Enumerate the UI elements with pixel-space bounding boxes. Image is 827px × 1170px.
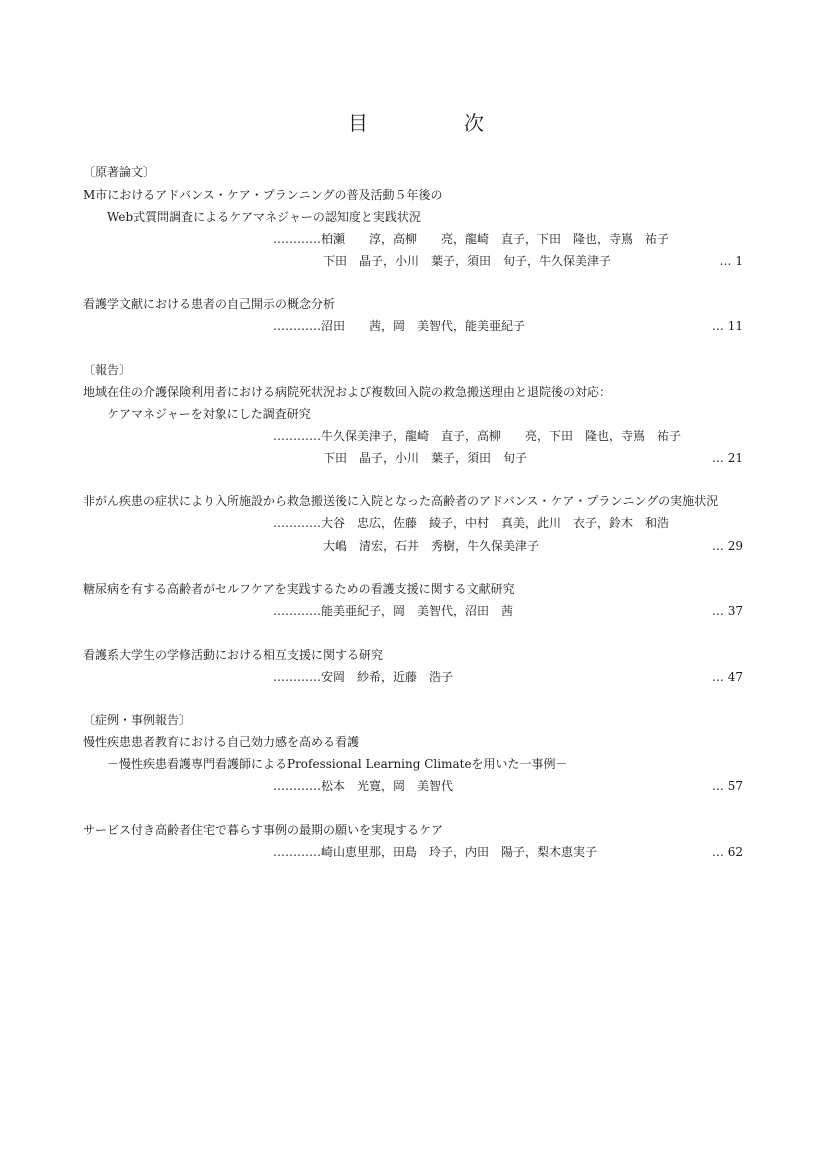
section-heading-case: 〔症例・事例報告〕 xyxy=(83,713,192,727)
entry-1-page: … 1 xyxy=(719,254,743,268)
entry-6-page: … 47 xyxy=(711,670,743,684)
page-title-right: 次 xyxy=(464,111,484,135)
entry-6-title: 看護系大学生の学修活動における相互支援に関する研究 xyxy=(83,648,384,662)
entry-8-title: サービス付き高齢者住宅で暮らす事例の最期の願いを実現するケア xyxy=(83,823,444,837)
entry-4-authors: …………大谷 忠広，佐藤 綾子，中村 真美，此川 衣子，鈴木 和浩 xyxy=(273,516,670,530)
entry-3-title: 地域在住の介護保険利用者における病院死状況および複数回入院の救急搬送理由と退院後の対応： xyxy=(83,385,612,399)
entry-1-title: M市におけるアドバンス・ケア・プランニングの普及活動５年後の xyxy=(83,188,443,202)
entry-6-authors: …………安岡 紗希，近藤 浩子 xyxy=(273,670,454,684)
entry-7-page: … 57 xyxy=(711,779,743,793)
entry-4-page: … 29 xyxy=(711,539,743,553)
entry-1-authors-cont: 下田 晶子，小川 葉子，須田 旬子，牛久保美津子 xyxy=(323,254,612,268)
entry-3-authors-cont: 下田 晶子，小川 葉子，須田 旬子 xyxy=(323,451,528,465)
entry-2-authors: …………沼田 茜，岡 美智代，能美亜紀子 xyxy=(273,319,526,333)
entry-3-page: … 21 xyxy=(711,451,743,465)
entry-1-authors: …………柏瀬 淳，高柳 亮，龍崎 直子，下田 隆也，寺嶌 祐子 xyxy=(273,232,670,246)
entry-8-page: … 62 xyxy=(711,845,743,859)
page-title-left: 目 xyxy=(348,111,368,135)
section-heading-original: 〔原著論文〕 xyxy=(83,165,156,179)
entry-4-title: 非がん疾患の症状により入所施設から救急搬送後に入院となった高齢者のアドバンス・ケア・プランニングの実施状況 xyxy=(83,494,719,508)
entry-3-subtitle: ケアマネジャーを対象にした調査研究 xyxy=(107,407,311,421)
entry-2-page: … 11 xyxy=(711,319,743,333)
entry-7-subtitle: －慢性疾患看護専門看護師によるProfessional Learning Climateを用いた一事例－ xyxy=(107,757,568,771)
entry-4-authors-cont: 大嶋 清宏，石井 秀樹，牛久保美津子 xyxy=(323,539,540,553)
entry-5-page: … 37 xyxy=(711,604,743,618)
entry-2-title: 看護学文献における患者の自己開示の概念分析 xyxy=(83,297,336,311)
entry-8-authors: …………崎山恵里那，田島 玲子，内田 陽子，梨木恵実子 xyxy=(273,845,598,859)
entry-3-authors: …………牛久保美津子，龍崎 直子，高柳 亮，下田 隆也，寺嶌 祐子 xyxy=(273,429,682,443)
entry-7-authors: …………松本 光寛，岡 美智代 xyxy=(273,779,454,793)
entry-1-subtitle: Web式質問調査によるケアマネジャーの認知度と実践状況 xyxy=(107,210,421,224)
section-heading-report: 〔報告〕 xyxy=(83,363,132,377)
entry-5-authors: …………能美亜紀子，岡 美智代，沼田 茜 xyxy=(273,604,514,618)
entry-5-title: 糖尿病を有する高齢者がセルフケアを実践するための看護支援に関する文献研究 xyxy=(83,582,515,596)
entry-7-title: 慢性疾患患者教育における自己効力感を高める看護 xyxy=(83,735,360,749)
